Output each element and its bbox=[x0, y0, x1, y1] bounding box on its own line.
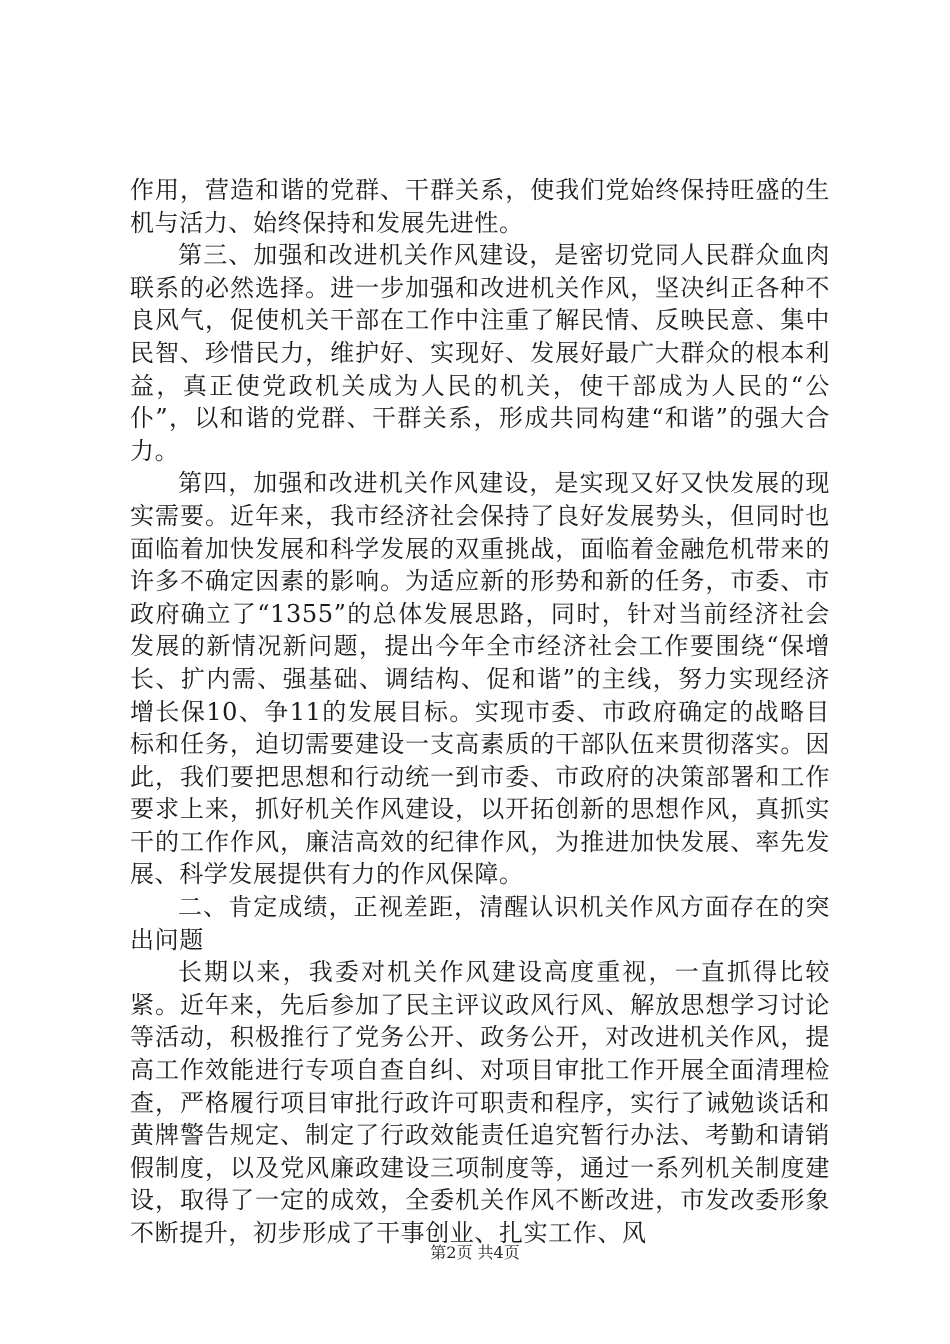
section-heading-two: 二、肯定成绩，正视差距，清醒认识机关作风方面存在的突出问题 bbox=[130, 893, 830, 954]
paragraph-achievements: 长期以来，我委对机关作风建设高度重视，一直抓得比较紧。近年来，先后参加了民主评议政风行风、解放思想学习讨论等活动，积极推行了党务公开、政务公开，对改进机关作风，提高工作效能进行专项自查自纠、对项目审批工作开展全面清理检查，严格履行项目审批行政许可职责和程序，实行了诫勉谈话和黄牌警告规定、制定了行政效能责任追究暂行办法、考勤和请销假制度，以及党风廉政建设三项制度等，通过一系列机关制度建设，取得了一定的成效，全委机关作风不断改进，市发改委形象不断提升，初步形成了干事创业、扎实工作、风 bbox=[130, 958, 830, 1247]
paragraph-fourth-point: 第四，加强和改进机关作风建设，是实现又好又快发展的现实需要。近年来，我市经济社会保持了良好发展势头，但同时也面临着加快发展和科学发展的双重挑战，面临着金融危机带来的许多不确定因素的影响。为适应新的形势和新的任务，市委、市政府确立了“1355”的总体发展思路，同时，针对当前经济社会发展的新情况新问题，提出今年全市经济社会工作要围绕“保增长、扩内需、强基础、调结构、促和谐”的主线，努力实现经济增长保10、争11的发展目标。实现市委、市政府确定的战略目标和任务，迫切需要建设一支高素质的干部队伍来贯彻落实。因此，我们要把思想和行动统一到市委、市政府的决策部署和工作要求上来，抓好机关作风建设，以开拓创新的思想作风，真抓实干的工作作风，廉洁高效的纪律作风，为推进加快发展、率先发展、科学发展提供有力的作风保障。 bbox=[130, 469, 830, 889]
document-body bbox=[130, 174, 830, 1250]
paragraph-continuation: 作用，营造和谐的党群、干群关系，使我们党始终保持旺盛的生机与活力、始终保持和发展先进性。 bbox=[130, 176, 830, 237]
page-number-footer: 第2页 共4页 bbox=[430, 1243, 520, 1262]
paragraph-third-point: 第三、加强和改进机关作风建设，是密切党同人民群众血肉联系的必然选择。进一步加强和改进机关作风，坚决纠正各种不良风气，促使机关干部在工作中注重了解民情、反映民意、集中民智、珍惜民力，维护好、实现好、发展好最广大群众的根本利益，真正使党政机关成为人民的机关，使干部成为人民的“公仆”，以和谐的党群、干群关系，形成共同构建“和谐”的强大合力。 bbox=[130, 241, 830, 465]
